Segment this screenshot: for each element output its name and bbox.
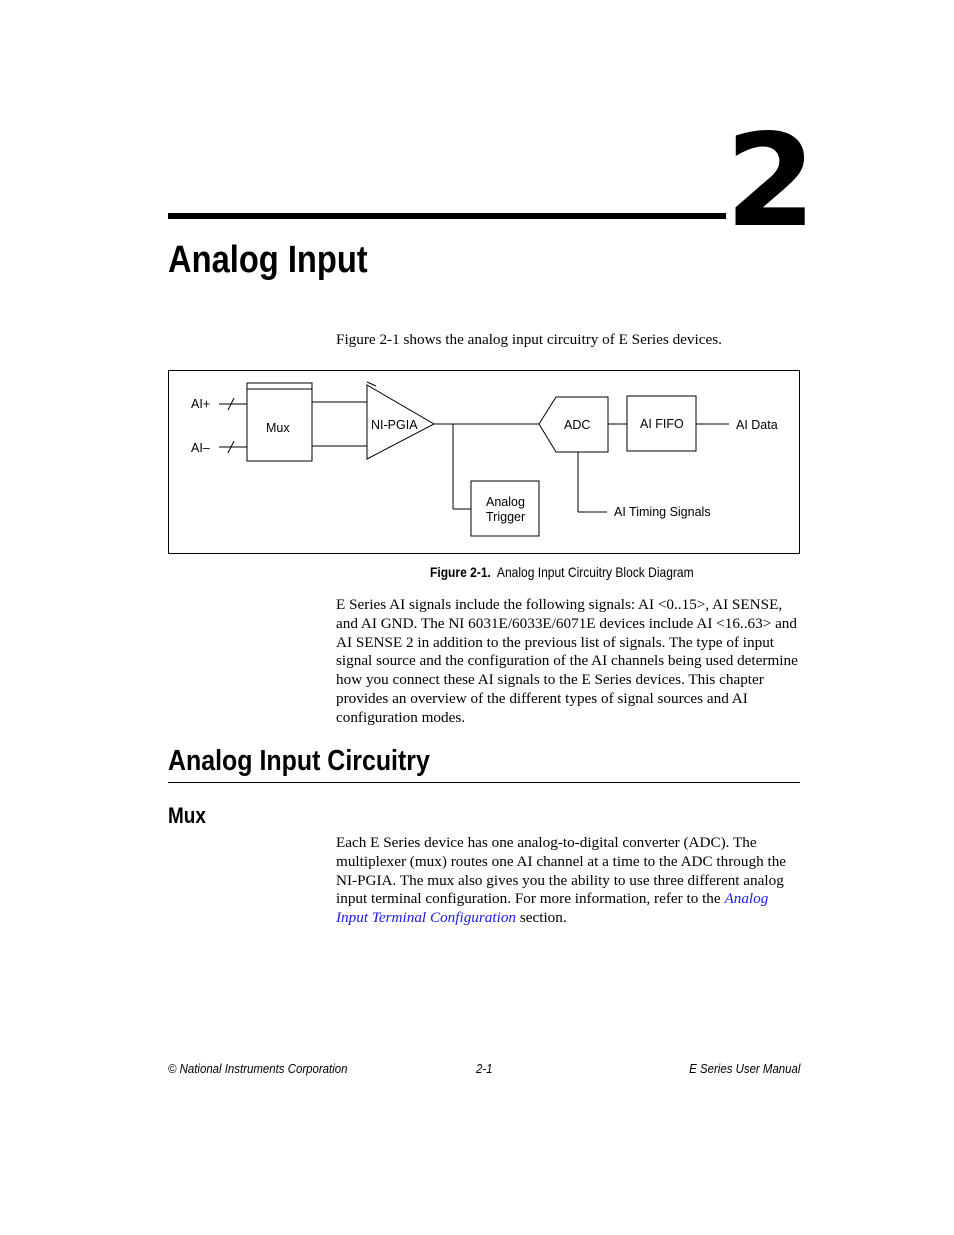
mux-paragraph-text: Each E Series device has one analog-to-digital converter (ADC). The multiplexer (mux) routes one AI channel at a time to the ADC through the NI-PGIA. The mux also gives you the ability to use three different analog input terminal configuration. For more information, refer to the <box>336 834 787 908</box>
chapter-number: 2 <box>725 107 812 256</box>
chapter-rule <box>168 213 726 219</box>
mux-paragraph-end: section. <box>516 909 567 927</box>
mux-stack-top <box>247 383 312 389</box>
adc-label: ADC <box>564 418 591 432</box>
block-diagram <box>169 371 799 553</box>
trigger-label-line2: Trigger <box>486 510 526 524</box>
fifo-label: AI FIFO <box>640 417 684 431</box>
footer-page-number: 2-1 <box>476 1061 493 1076</box>
terminal-configuration-link[interactable]: Analog Input Terminal Configuration <box>336 890 769 927</box>
timing-label: AI Timing Signals <box>614 505 711 519</box>
section-rule <box>168 782 800 783</box>
footer-manual-title: E Series User Manual <box>688 1061 800 1076</box>
block-diagram-figure <box>168 370 800 554</box>
mux-label: Mux <box>266 421 290 435</box>
subsection-heading: Mux <box>168 803 206 828</box>
chapter-title: Analog Input <box>168 239 368 281</box>
figure-caption-label: Figure 2-1. <box>430 564 491 580</box>
ai-minus-label: AI– <box>191 441 210 455</box>
mux-paragraph <box>336 834 802 928</box>
figure-caption-text: Analog Input Circuitry Block Diagram <box>496 564 694 580</box>
intro-text: Figure 2-1 shows the analog input circuitry of E Series devices. <box>336 331 722 348</box>
section-heading: Analog Input Circuitry <box>168 745 430 777</box>
signals-paragraph: E Series AI signals include the following signals: AI <0..15>, AI SENSE, and AI GND. The NI 6031E/6033E/6071E devices include AI <16..63> and AI SENSE 2 in addition to the previous list of signals. The type of input signal source and the configuration of the AI channels being used determine how you connect these AI signals to the E Series devices. This chapter provides an overview of the different types of signal sources and AI configuration modes. <box>336 596 798 726</box>
ai-plus-label: AI+ <box>191 397 211 411</box>
figure-caption <box>430 563 694 581</box>
ai-data-label: AI Data <box>736 418 778 432</box>
trigger-label-line1: Analog <box>486 495 525 509</box>
footer-copyright: © National Instruments Corporation <box>168 1061 348 1076</box>
pgia-label: NI-PGIA <box>371 418 418 432</box>
